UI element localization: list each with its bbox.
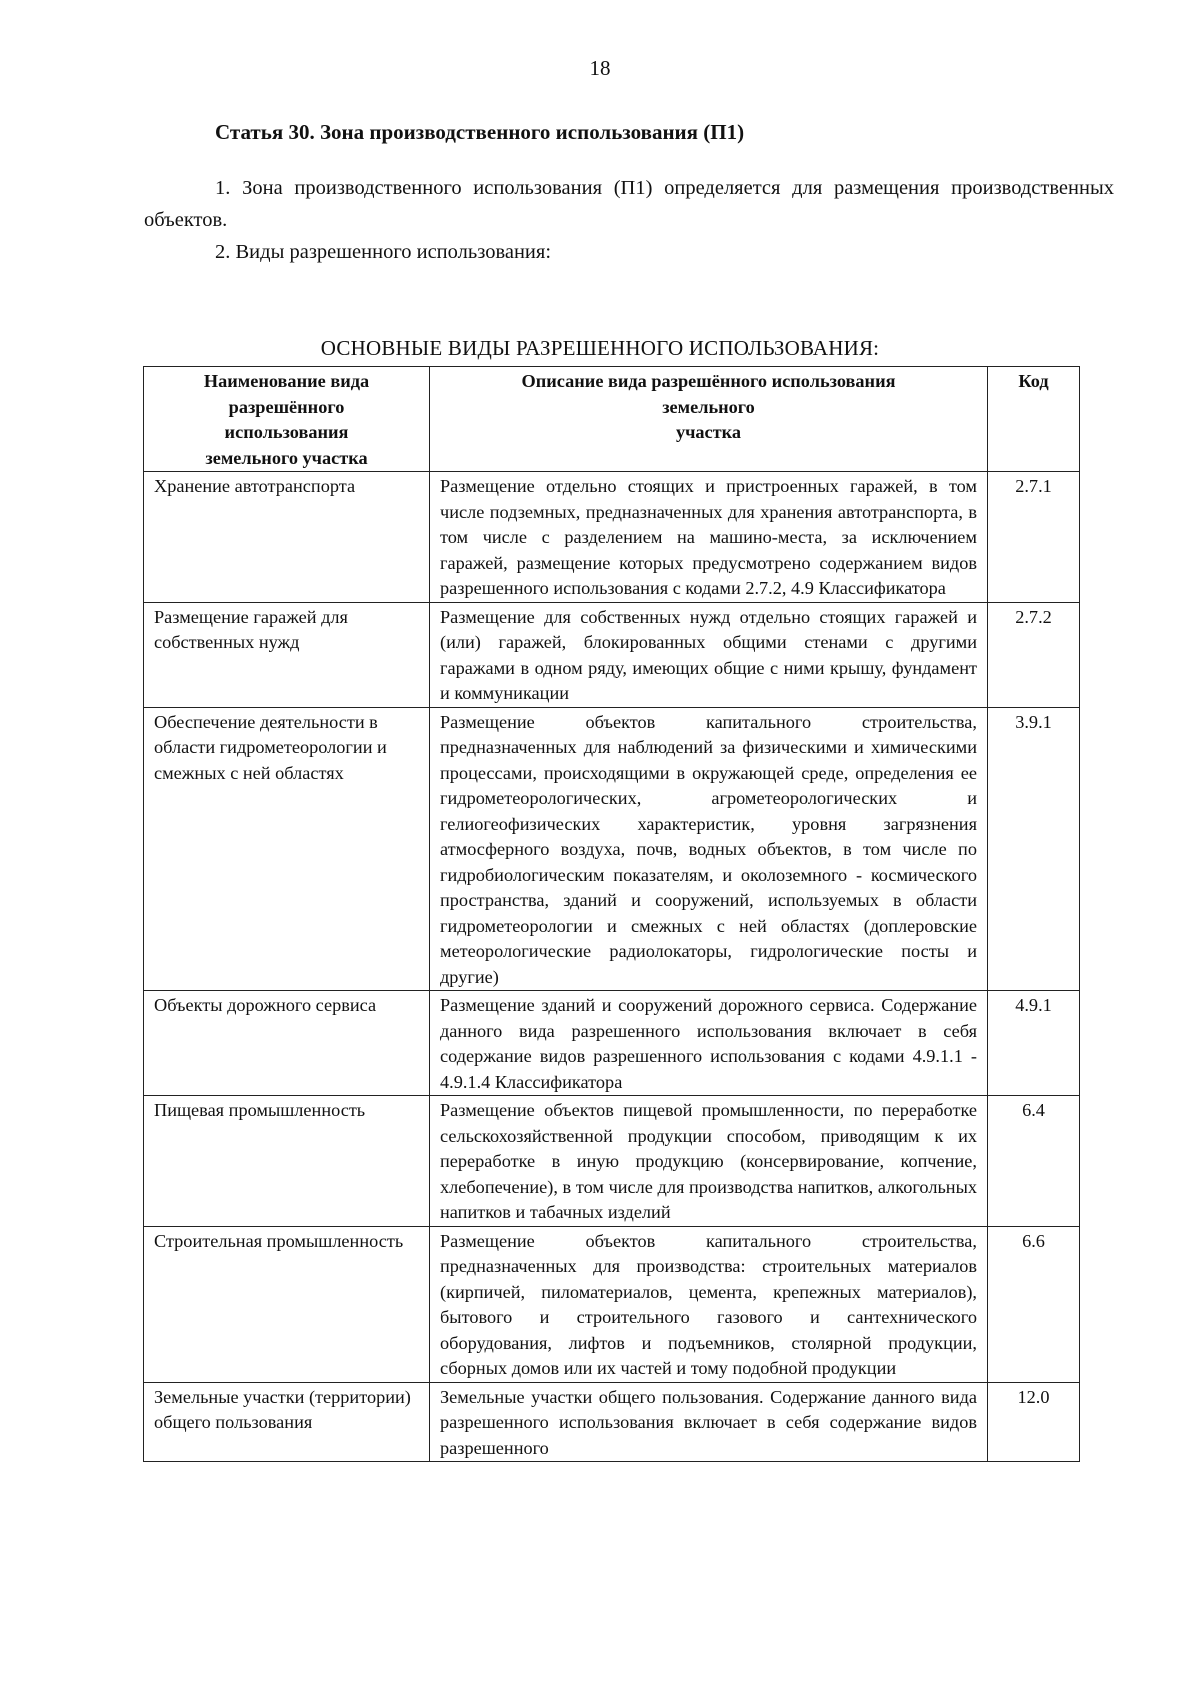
- table-row: [144, 707, 1080, 991]
- row-code: 6.6: [988, 1226, 1080, 1382]
- table-row: [144, 602, 1080, 707]
- header-description: Описание вида разрешённого использования земельного участка: [430, 367, 988, 472]
- row-code: 12.0: [988, 1382, 1080, 1462]
- row-description: Размещение зданий и сооружений дорожного сервиса. Содержание данного вида разрешенного использования включает в себя содержание видов разрешенного использования с кодами 4.9.1.1 - 4.9.1.4 Классификатора: [430, 991, 988, 1096]
- row-code: 6.4: [988, 1096, 1080, 1227]
- permitted-uses-table: [143, 366, 1080, 1462]
- header-name: Наименование вида разрешённого использования земельного участка: [144, 367, 430, 472]
- row-code: 2.7.2: [988, 602, 1080, 707]
- table-row: [144, 472, 1080, 603]
- table-row: [144, 1382, 1080, 1462]
- row-name: Земельные участки (территории) общего пользования: [144, 1382, 430, 1462]
- row-description: Земельные участки общего пользования. Содержание данного вида разрешенного использования включает в себя содержание видов разрешенного: [430, 1382, 988, 1462]
- table-row: [144, 991, 1080, 1096]
- header-code: Код: [988, 367, 1080, 472]
- row-description: Размещение для собственных нужд отдельно стоящих гаражей и (или) гаражей, блокированных общими стенами с другими гаражами в одном ряду, имеющих общие с ними крышу, фундамент и коммуникации: [430, 602, 988, 707]
- paragraph-1: 1. Зона производственного использования (П1) определяется для размещения производственных объектов.: [144, 177, 1114, 231]
- table-heading: ОСНОВНЫЕ ВИДЫ РАЗРЕШЕННОГО ИСПОЛЬЗОВАНИЯ:: [320, 336, 880, 360]
- table-row: [144, 1096, 1080, 1227]
- row-code: 4.9.1: [988, 991, 1080, 1096]
- row-name: Строительная промышленность: [144, 1226, 430, 1382]
- row-description: Размещение объектов капитального строительства, предназначенных для наблюдений за физическими и химическими процессами, происходящими в окружающей среде, определения ее гидрометеорологических, агрометеорологических и гелиогеофизических характеристик, уровня загрязнения атмосферного воздуха, почв, водных объектов, в том числе по гидробиологическим показателям, и околоземного - космического пространства, зданий и сооружений, используемых в области гидрометеорологии и смежных с ней областях (доплеровские метеорологические радиолокаторы, гидрологические посты и другие): [430, 707, 988, 991]
- row-name: Размещение гаражей для собственных нужд: [144, 602, 430, 707]
- row-description: Размещение объектов пищевой промышленности, по переработке сельскохозяйственной продукции способом, приводящим к их переработке в иную продукцию (консервирование, копчение, хлебопечение), в том числе для производства напитков, алкогольных напитков и табачных изделий: [430, 1096, 988, 1227]
- page-number: 18: [589, 56, 611, 80]
- row-code: 2.7.1: [988, 472, 1080, 603]
- paragraph-2: 2. Виды разрешенного использования:: [215, 241, 552, 263]
- row-description: Размещение отдельно стоящих и пристроенных гаражей, в том числе подземных, предназначенных для хранения автотранспорта, в том числе с разделением на машино-места, за исключением гаражей, размещение которых предусмотрено содержанием видов разрешенного использования с кодами 2.7.2, 4.9 Классификатора: [430, 472, 988, 603]
- row-code: 3.9.1: [988, 707, 1080, 991]
- table-row: [144, 1226, 1080, 1382]
- table-header-row: [144, 367, 1080, 472]
- row-description: Размещение объектов капитального строительства, предназначенных для производства: строительных материалов (кирпичей, пиломатериалов, цемента, крепежных материалов), бытового и строительного газового и сантехнического оборудования, лифтов и подъемников, столярной продукции, сборных домов или их частей и тому подобной продукции: [430, 1226, 988, 1382]
- row-name: Пищевая промышленность: [144, 1096, 430, 1227]
- row-name: Обеспечение деятельности в области гидрометеорологии и смежных с ней областях: [144, 707, 430, 991]
- row-name: Объекты дорожного сервиса: [144, 991, 430, 1096]
- row-name: Хранение автотранспорта: [144, 472, 430, 603]
- article-title: Статья 30. Зона производственного использования (П1): [215, 120, 745, 144]
